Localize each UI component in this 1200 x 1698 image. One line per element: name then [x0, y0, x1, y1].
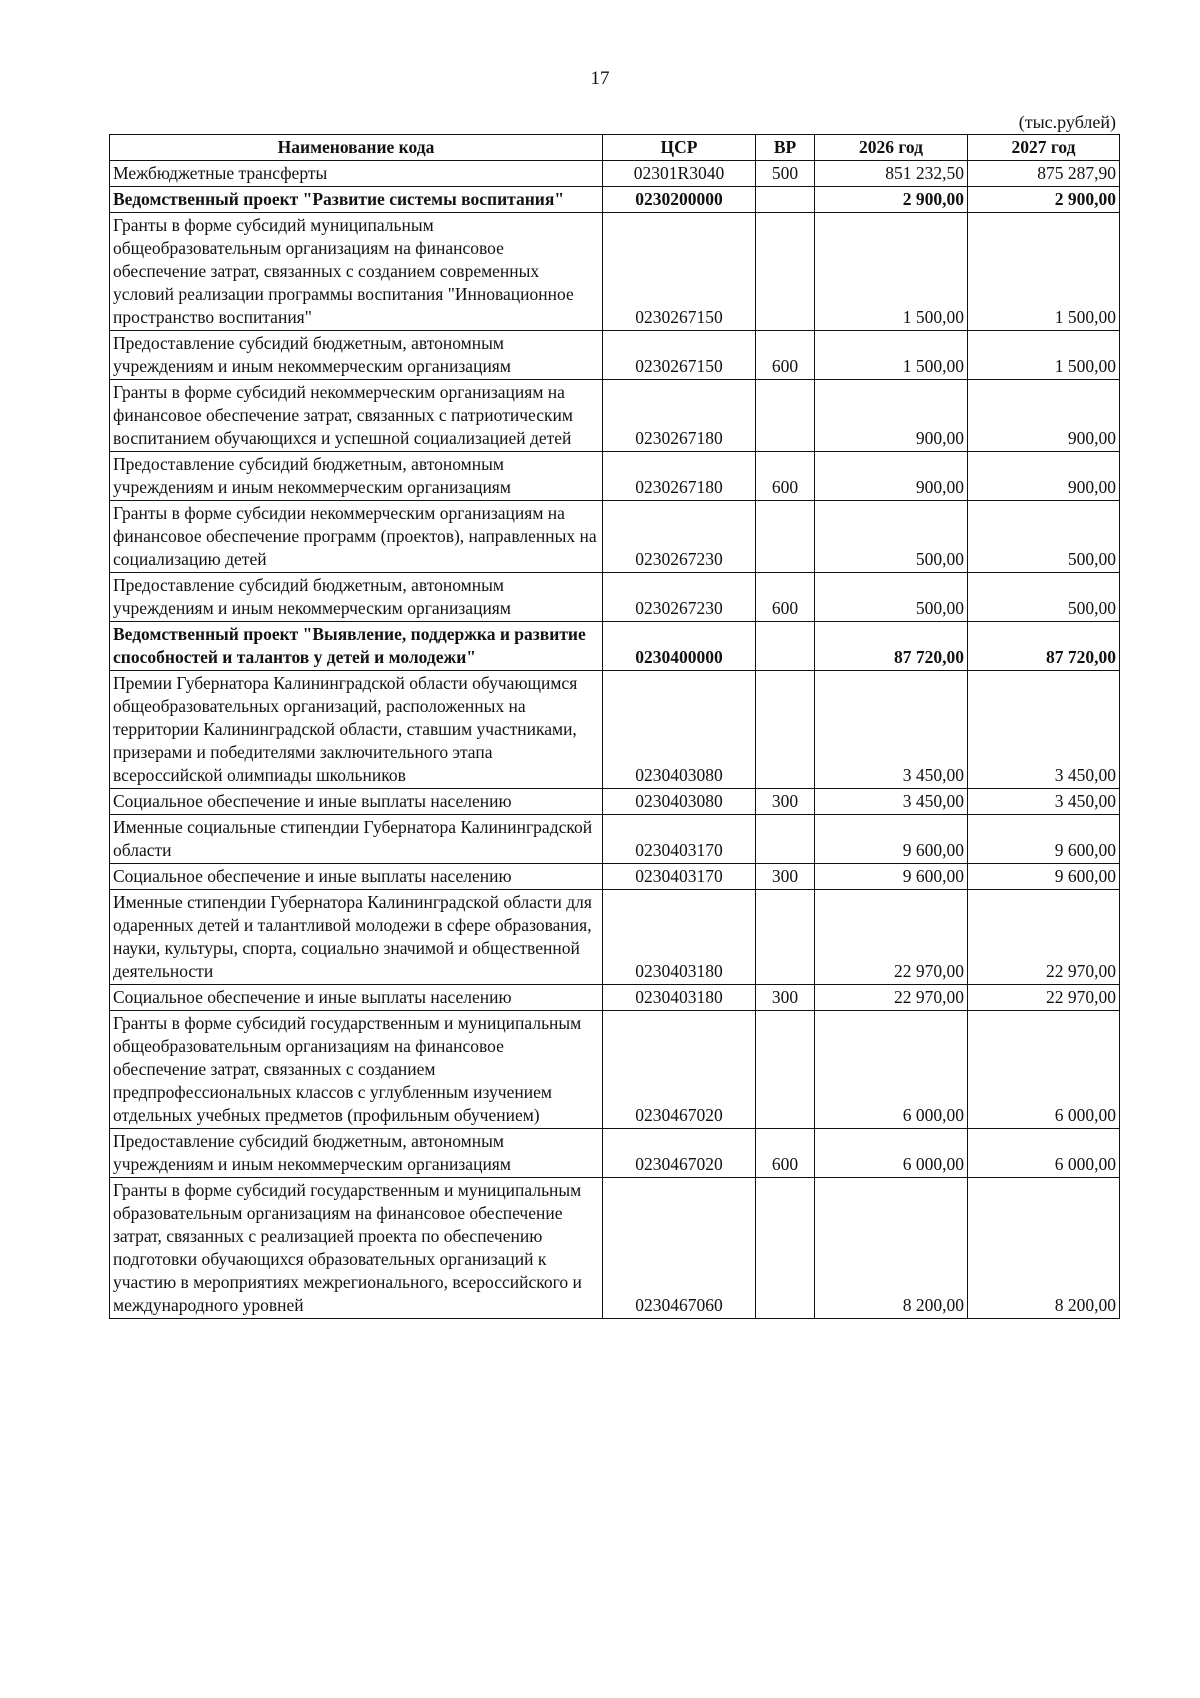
table-row: [110, 890, 1120, 985]
cell-2027: 2 900,00: [968, 187, 1120, 213]
cell-2026: 87 720,00: [815, 622, 968, 671]
table-row: [110, 501, 1120, 573]
table-row: [110, 985, 1120, 1011]
cell-name: Премии Губернатора Калининградской области обучающимся общеобразовательных организаций, расположенных на территории Калининградской области, ставшим участниками, призерами и победителями заключительного этапа всероссийской олимпиады школьников: [110, 671, 603, 789]
table-row: [110, 161, 1120, 187]
cell-2026: 500,00: [815, 573, 968, 622]
cell-2027: 1 500,00: [968, 213, 1120, 331]
cell-2027: 87 720,00: [968, 622, 1120, 671]
cell-2026: 6 000,00: [815, 1129, 968, 1178]
units-label: (тыс.рублей): [1018, 112, 1116, 132]
cell-csr: 0230403180: [603, 890, 756, 985]
cell-name: Гранты в форме субсидий муниципальным общеобразовательным организациям на финансовое обеспечение затрат, связанных с созданием современных условий реализации программы воспитания "Инновационное пространство воспитания": [110, 213, 603, 331]
table-row-project: [110, 187, 1120, 213]
table-row: [110, 573, 1120, 622]
cell-2027: 9 600,00: [968, 815, 1120, 864]
cell-vr: 600: [756, 331, 815, 380]
cell-name: Именные социальные стипендии Губернатора Калининградской области: [110, 815, 603, 864]
cell-name: Предоставление субсидий бюджетным, автономным учреждениям и иным некоммерческим организациям: [110, 1129, 603, 1178]
cell-name: Гранты в форме субсидии некоммерческим организациям на финансовое обеспечение программ (проектов), направленных на социализацию детей: [110, 501, 603, 573]
cell-2027: 9 600,00: [968, 864, 1120, 890]
cell-2027: 500,00: [968, 573, 1120, 622]
budget-table: [109, 134, 1120, 1319]
cell-2026: 1 500,00: [815, 213, 968, 331]
cell-csr: 0230400000: [603, 622, 756, 671]
cell-2027: 3 450,00: [968, 789, 1120, 815]
table-row: [110, 864, 1120, 890]
cell-name: Ведомственный проект "Развитие системы воспитания": [110, 187, 603, 213]
cell-csr: 02301R3040: [603, 161, 756, 187]
cell-2026: 851 232,50: [815, 161, 968, 187]
table-row: [110, 671, 1120, 789]
table-row: [110, 789, 1120, 815]
cell-name: Гранты в форме субсидий государственным и муниципальным образовательным организациям на финансовое обеспечение затрат, связанных с реализацией проекта по обеспечению подготовки обучающихся образовательных организаций к участию в мероприятиях межрегионального, всероссийского и международного уровней: [110, 1178, 603, 1319]
header-2026: 2026 год: [815, 135, 968, 161]
cell-2026: 6 000,00: [815, 1011, 968, 1129]
cell-csr: 0230403180: [603, 985, 756, 1011]
cell-csr: 0230200000: [603, 187, 756, 213]
header-name: Наименование кода: [110, 135, 603, 161]
table-header-row: [110, 135, 1120, 161]
table-row: [110, 452, 1120, 501]
cell-2026: 900,00: [815, 452, 968, 501]
page-number: 17: [590, 68, 610, 89]
cell-2027: 875 287,90: [968, 161, 1120, 187]
cell-2027: 900,00: [968, 380, 1120, 452]
cell-2026: 900,00: [815, 380, 968, 452]
cell-2027: 1 500,00: [968, 331, 1120, 380]
cell-csr: 0230267150: [603, 331, 756, 380]
cell-name: Социальное обеспечение и иные выплаты населению: [110, 789, 603, 815]
cell-2026: 1 500,00: [815, 331, 968, 380]
cell-2026: 9 600,00: [815, 864, 968, 890]
cell-csr: 0230467020: [603, 1129, 756, 1178]
cell-name: Предоставление субсидий бюджетным, автономным учреждениям и иным некоммерческим организациям: [110, 452, 603, 501]
cell-vr: 600: [756, 1129, 815, 1178]
cell-csr: 0230467020: [603, 1011, 756, 1129]
header-vr: ВР: [756, 135, 815, 161]
cell-name: Именные стипендии Губернатора Калининградской области для одаренных детей и талантливой молодежи в сфере образования, науки, культуры, спорта, социально значимой и общественной деятельности: [110, 890, 603, 985]
cell-2026: 3 450,00: [815, 789, 968, 815]
table-row: [110, 815, 1120, 864]
cell-csr: 0230267150: [603, 213, 756, 331]
table-row: [110, 1129, 1120, 1178]
cell-csr: 0230267180: [603, 452, 756, 501]
cell-vr: [756, 501, 815, 573]
cell-name: Социальное обеспечение и иные выплаты населению: [110, 864, 603, 890]
cell-csr: 0230267230: [603, 501, 756, 573]
cell-2026: 22 970,00: [815, 985, 968, 1011]
cell-2027: 900,00: [968, 452, 1120, 501]
cell-vr: 300: [756, 985, 815, 1011]
cell-vr: [756, 671, 815, 789]
cell-vr: [756, 1011, 815, 1129]
table-row-project: [110, 622, 1120, 671]
cell-2027: 6 000,00: [968, 1011, 1120, 1129]
cell-2026: 9 600,00: [815, 815, 968, 864]
table-body: [110, 161, 1120, 1319]
cell-csr: 0230403170: [603, 815, 756, 864]
cell-csr: 0230467060: [603, 1178, 756, 1319]
cell-vr: 300: [756, 789, 815, 815]
cell-vr: 500: [756, 161, 815, 187]
cell-2027: 500,00: [968, 501, 1120, 573]
cell-csr: 0230267180: [603, 380, 756, 452]
cell-2027: 22 970,00: [968, 985, 1120, 1011]
cell-2027: 6 000,00: [968, 1129, 1120, 1178]
cell-vr: [756, 890, 815, 985]
cell-csr: 0230267230: [603, 573, 756, 622]
cell-name: Межбюджетные трансферты: [110, 161, 603, 187]
cell-2026: 3 450,00: [815, 671, 968, 789]
table-row: [110, 380, 1120, 452]
cell-vr: 600: [756, 573, 815, 622]
cell-2027: 3 450,00: [968, 671, 1120, 789]
cell-vr: [756, 622, 815, 671]
cell-2026: 500,00: [815, 501, 968, 573]
cell-vr: 600: [756, 452, 815, 501]
cell-name: Гранты в форме субсидий государственным и муниципальным общеобразовательным организациям на финансовое обеспечение затрат, связанных с созданием предпрофессиональных классов с углубленным изучением отдельных учебных предметов (профильным обучением): [110, 1011, 603, 1129]
cell-2026: 22 970,00: [815, 890, 968, 985]
header-csr: ЦСР: [603, 135, 756, 161]
cell-name: Гранты в форме субсидий некоммерческим организациям на финансовое обеспечение затрат, связанных с патриотическим воспитанием обучающихся и успешной социализацией детей: [110, 380, 603, 452]
table-row: [110, 213, 1120, 331]
cell-name: Предоставление субсидий бюджетным, автономным учреждениям и иным некоммерческим организациям: [110, 331, 603, 380]
cell-2027: 22 970,00: [968, 890, 1120, 985]
cell-csr: 0230403080: [603, 789, 756, 815]
cell-name: Социальное обеспечение и иные выплаты населению: [110, 985, 603, 1011]
table-row: [110, 1178, 1120, 1319]
cell-vr: [756, 380, 815, 452]
table-row: [110, 331, 1120, 380]
cell-vr: 300: [756, 864, 815, 890]
cell-vr: [756, 815, 815, 864]
cell-vr: [756, 213, 815, 331]
cell-csr: 0230403170: [603, 864, 756, 890]
table-row: [110, 1011, 1120, 1129]
cell-2026: 2 900,00: [815, 187, 968, 213]
header-2027: 2027 год: [968, 135, 1120, 161]
cell-vr: [756, 1178, 815, 1319]
cell-name: Предоставление субсидий бюджетным, автономным учреждениям и иным некоммерческим организациям: [110, 573, 603, 622]
cell-2026: 8 200,00: [815, 1178, 968, 1319]
cell-2027: 8 200,00: [968, 1178, 1120, 1319]
cell-name: Ведомственный проект "Выявление, поддержка и развитие способностей и талантов у детей и молодежи": [110, 622, 603, 671]
cell-vr: [756, 187, 815, 213]
cell-csr: 0230403080: [603, 671, 756, 789]
